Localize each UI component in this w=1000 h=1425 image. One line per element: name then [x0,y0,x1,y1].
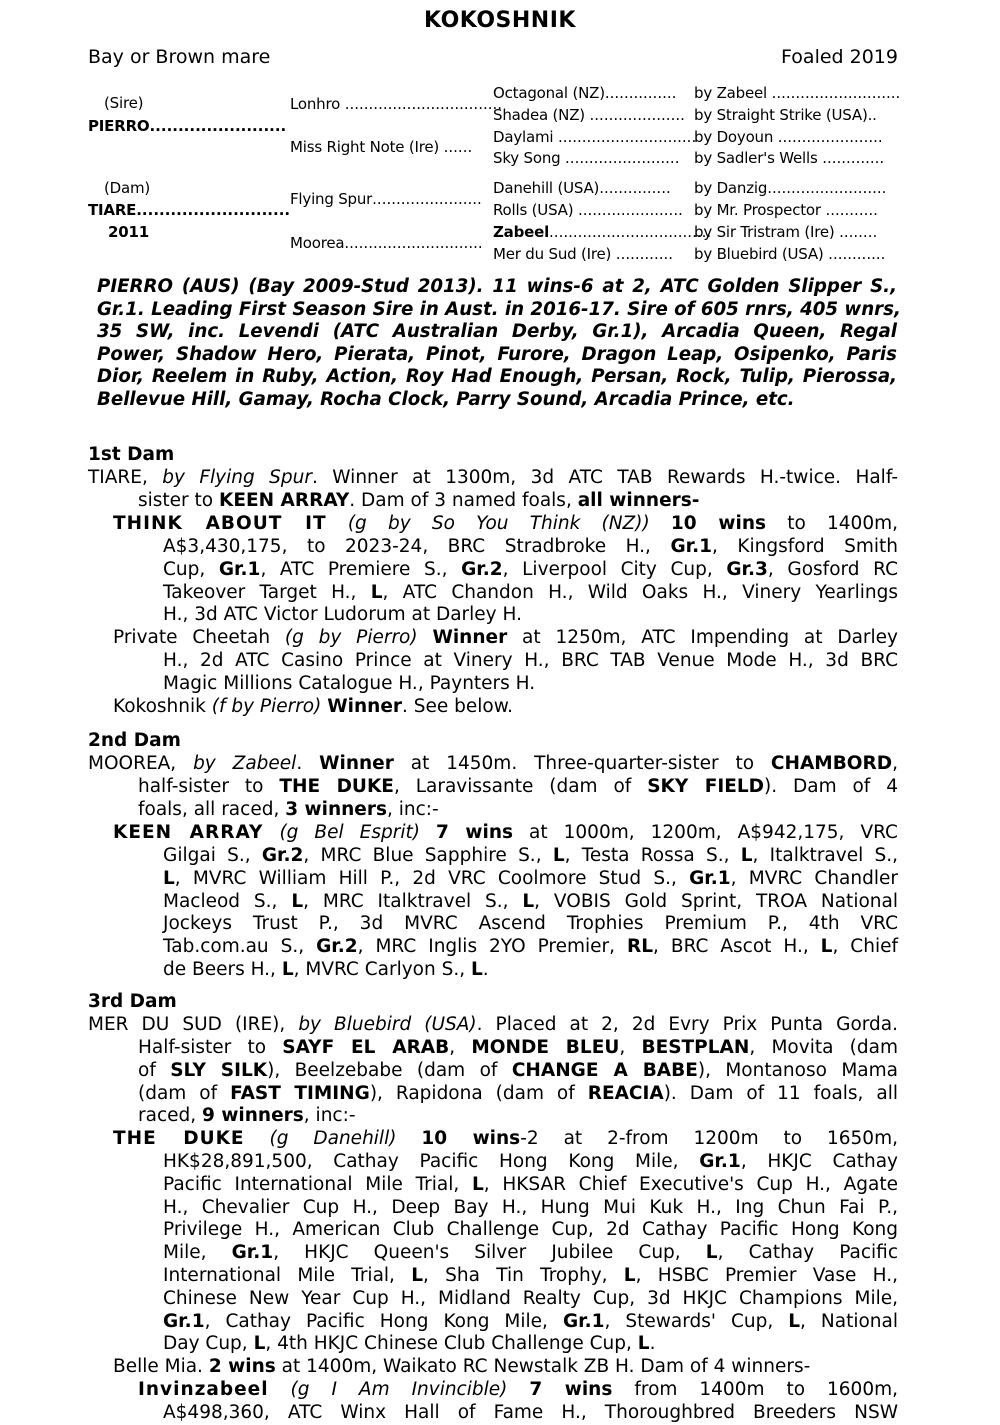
second-dam-intro: MOOREA, by Zabeel. Winner at 1450m. Three-quarter-sister to CHAMBORD, [88,753,899,774]
pedigree-gen3-entry: by Danzig......................... [694,179,887,197]
pedigree-gen3-entry: by Straight Strike (USA).. [694,106,877,124]
foal-entry-the-duke-cont: HK$28,891,500, Cathay Pacific Hong Kong Mile, Gr.1, HKJC Cathay Pacific International Mile Trial, L, HKSAR Chief Executive's Cup H., Agate H., Chevalier Cup H., Deep Bay H., Hung Mui Kuk H., Ing Chun Fai P., Privilege H., American Club Challenge Cup, 2d Cathay Pacific Hong Kong Mile, Gr.1, HKJC Queen's Silver Jubilee Cup, L, Cathay Pacific International Mile Trial, L, Sha Tin Trophy, L, HSBC Premier Vase H., Chinese New Year Cup H., Midland Realty Cup, 3d HKJC Champions Mile, Gr.1, Cathay Pacific Hong Kong Mile, Gr.1, Stewards' Cup, L, National Day Cup, L, 4th HKJC Chinese Club Challenge Cup, L. [163,1151,898,1355]
sire-summary-line: Gr.1. Leading First Season Sire in Aust. in 2016-17. Sire of 605 rnrs, 405 wnrs, [97,298,901,320]
pedigree-gen1-entry: Lonhro ................................. [290,95,503,113]
pedigree-gen1-entry: Miss Right Note (Ire) ...... [290,138,473,156]
first-dam-intro-cont: sister to KEEN ARRAY. Dam of 3 named foals, all winners- [138,490,700,511]
second-dam-intro-cont: half-sister to THE DUKE, Laravissante (dam of SKY FIELD). Dam of 4 foals, all raced, 3 winners, inc:- [138,776,898,820]
dam-name: TIARE........................... [88,201,291,219]
pedigree-gen2-entry: Shadea (NZ) .................... [493,106,685,124]
pedigree-gen2-entry: Daylami ............................. [493,128,697,146]
foal-entry-belle-mia: Belle Mia. 2 wins at 1400m, Waikato RC Newstalk ZB H. Dam of 4 winners- [113,1356,811,1377]
foal-entry-keen-array: KEEN ARRAY (g Bel Esprit) 7 wins at 1000m, 1200m, A$942,175, VRC [113,822,898,843]
sire-summary-line: Dior, Reelem in Ruby, Action, Roy Had Enough, Persan, Rock, Tulip, Pierossa, [97,366,897,388]
dam-label: (Dam) [104,179,151,197]
second-dam-heading: 2nd Dam [88,730,181,751]
sire-summary-line: PIERRO (AUS) (Bay 2009-Stud 2013). 11 wins-6 at 2, ATC Golden Slipper S., [97,276,897,297]
foal-entry-the-duke: THE DUKE (g Danehill) 10 wins-2 at 2-from 1200m to 1650m, [113,1128,898,1149]
pedigree-gen2-entry: Rolls (USA) ...................... [493,201,683,219]
pedigree-gen3-entry: by Sir Tristram (Ire) ........ [694,223,878,241]
foal-entry-invinzabeel-cont: A$498,360, ATC Winx Hall of Fame H., Thoroughbred Breeders NSW [163,1402,898,1423]
color-sex: Bay or Brown mare [88,46,271,68]
sire-summary-line: Bellevue Hill, Gamay, Rocha Clock, Parry Sound, Arcadia Prince, etc. [97,388,795,410]
sire-label: (Sire) [104,94,144,112]
pedigree-gen3-entry: by Sadler's Wells ............. [694,149,885,167]
pedigree-gen3-entry: by Mr. Prospector ........... [694,201,878,219]
foal-entry-kokoshnik: Kokoshnik (f by Pierro) Winner. See below. [113,696,514,717]
pedigree-gen2-entry: Octagonal (NZ)............... [493,84,677,102]
pedigree-gen1-entry: Flying Spur....................... [290,190,482,208]
pedigree-gen2-entry: Mer du Sud (Ire) ............ [493,245,674,263]
foal-entry-private-cheetah: Private Cheetah (g by Pierro) Winner at 1250m, ATC Impending at Darley [113,627,898,648]
leader-dots: ........................ [149,117,287,135]
pedigree-gen2-entry: Danehill (USA)............... [493,179,671,197]
foal-entry-think-about-it-cont: A$3,430,175, to 2023-24, BRC Stradbroke H., Gr.1, Kingsford Smith Cup, Gr.1, ATC Premiere S., Gr.2, Liverpool City Cup, Gr.3, Gosford RC Takeover Target H., L, ATC Chandon H., Wild Oaks H., Vinery Yearlings H., 3d ATC Victor Ludorum at Darley H. [163,536,898,626]
pedigree-gen2-entry: Sky Song ........................ [493,149,680,167]
sire-name: PIERRO........................ [88,117,287,135]
pedigree-gen3-entry: by Bluebird (USA) ............ [694,245,886,263]
third-dam-intro: MER DU SUD (IRE), by Bluebird (USA). Placed at 2, 2d Evry Prix Punta Gorda. [88,1014,899,1035]
foal-entry-private-cheetah-cont: H., 2d ATC Casino Prince at Vinery H., BRC TAB Venue Mode H., 3d BRC Magic Millions Catalogue H., Paynters H. [163,650,898,694]
foaled-year: Foaled 2019 [781,46,898,68]
foal-entry-think-about-it: THINK ABOUT IT (g by So You Think (NZ)) 10 wins to 1400m, [113,513,898,534]
sire-summary-line: Power, Shadow Hero, Pierata, Pinot, Furore, Dragon Leap, Osipenko, Paris [97,343,897,365]
third-dam-heading: 3rd Dam [88,991,177,1012]
third-dam-intro-cont: Half-sister to SAYF EL ARAB, MONDE BLEU, BESTPLAN, Movita (dam of SLY SILK), Beelzebabe (dam of CHANGE A BABE), Montanoso Mama (dam of FAST TIMING), Rapidona (dam of REACIA). Dam of 11 foals, all raced, 9 winners, inc:- [138,1037,899,1127]
sire-summary [97,276,901,412]
pedigree-gen1-entry: Moorea............................. [290,234,483,252]
pedigree-gen3-entry: by Doyoun ...................... [694,128,883,146]
sire-summary-line: 35 SW, inc. Levendi (ATC Australian Derby, Gr.1), Arcadia Queen, Regal [97,321,897,343]
first-dam-heading: 1st Dam [88,444,175,465]
foal-entry-invinzabeel: Invinzabeel (g I Am Invincible) 7 wins from 1400m to 1600m, [138,1379,898,1400]
first-dam-intro: TIARE, by Flying Spur. Winner at 1300m, 3d ATC TAB Rewards H.-twice. Half- [88,467,899,488]
dam-year: 2011 [108,223,149,241]
pedigree-gen2-entry: Zabeel.................................. [493,223,712,241]
foal-entry-keen-array-cont: Gilgai S., Gr.2, MRC Blue Sapphire S., L, Testa Rossa S., L, Italktravel S., L, MVRC William Hill P., 2d VRC Coolmore Stud S., Gr.1, MVRC Chandler Macleod S., L, MRC Italktravel S., L, VOBIS Gold Sprint, TROA National Jockeys Trust P., 3d MVRC Ascend Trophies Premium P., 4th VRC Tab.com.au S., Gr.2, MRC Inglis 2YO Premier, RL, BRC Ascot H., L, Chief de Beers H., L, MVRC Carlyon S., L. [163,845,898,980]
horse-name-title: KOKOSHNIK [424,8,576,33]
pedigree-gen3-entry: by Zabeel ........................... [694,84,901,102]
